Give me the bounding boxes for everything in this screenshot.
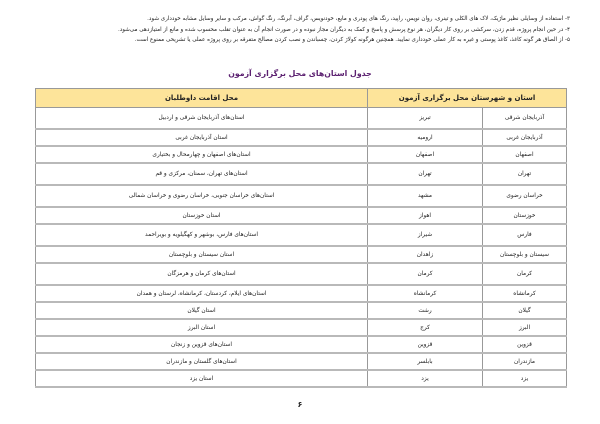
rule-5: ۵- از الصاق هر گونه کاغذ، کاغذ پوستی و غیره به کار عملی خودداری نمایید. همچنین هرگونه کولاژ کردن، چسباندن و نصب کردن مصالح متفرقه بر روی پروژه عملی یا تشریحی ممنوع است.: [134, 37, 570, 43]
city-cell: اصفهان: [368, 146, 483, 163]
table-row: [36, 336, 567, 353]
province-cell: آذربایجان شرقی: [483, 108, 567, 130]
city-cell: رشت: [368, 302, 483, 319]
table-row: [36, 224, 567, 246]
table-row: [36, 129, 567, 146]
table-row: [36, 319, 567, 336]
residence-cell: استان‌های کرمان و هرمزگان: [36, 263, 368, 285]
province-cell: مازندران: [483, 353, 567, 370]
table-row: [36, 285, 567, 302]
city-cell: زاهدان: [368, 246, 483, 263]
residence-cell: استان‌های تهران، سمنان، مرکزی و قم: [36, 163, 368, 185]
province-cell: خوزستان: [483, 207, 567, 224]
city-cell: شیراز: [368, 224, 483, 246]
residence-cell: استان خوزستان: [36, 207, 368, 224]
table-row: [36, 263, 567, 285]
table-row: [36, 246, 567, 263]
rules-list: [40, 14, 570, 46]
residence-cell: استان‌های خراسان جنوبی، خراسان رضوی و خراسان شمالی: [36, 185, 368, 207]
city-cell: ارومیه: [368, 129, 483, 146]
province-cell: قزوین: [483, 336, 567, 353]
residence-cell: استان‌های فارس، بوشهر و کهگیلویه و بویراحمد: [36, 224, 368, 246]
table-title: جدول استان‌های محل برگزاری آزمون: [228, 69, 372, 78]
table-row: [36, 370, 567, 387]
residence-cell: استان البرز: [36, 319, 368, 336]
residence-cell: استان سیستان و بلوچستان: [36, 246, 368, 263]
table-row: [36, 207, 567, 224]
page-number: ۶: [297, 400, 303, 409]
rule-4: ۴- در حین انجام پروژه، قدم زدن، سرکشی بر روی کار دیگران، هر نوع پرسش و پاسخ و کمک به دیگران مجاز نبوده و در صورت انجام آن به عنوان تقلب محسوب شده و مانع از امتیازدهی می‌شود.: [117, 26, 570, 33]
residence-cell: استان‌های قزوین و زنجان: [36, 336, 368, 353]
residence-cell: استان گیلان: [36, 302, 368, 319]
table-row: [36, 185, 567, 207]
province-cell: فارس: [483, 224, 567, 246]
province-cell: اصفهان: [483, 146, 567, 163]
residence-cell: استان‌های ایلام، کردستان، کرمانشاه، لرستان و همدان: [36, 285, 368, 302]
city-cell: تبریز: [368, 108, 483, 130]
header-residence: محل اقامت داوطلبان: [36, 89, 368, 108]
residence-cell: استان آذربایجان غربی: [36, 129, 368, 146]
residence-cell: استان‌های گلستان و مازندران: [36, 353, 368, 370]
rule-3: ۳- استفاده از وسایلی نظیر ماژیک، لاک های الکلی و تینری، روان نویس، راپید، رنگ های پودری و مایع، خودنویس، گراف، آبرنگ، رنگ گواش، مرکب و سایر وسایل مشابه خودداری شود.: [147, 16, 570, 22]
province-cell: یزد: [483, 370, 567, 387]
residence-cell: استان یزد: [36, 370, 368, 387]
header-exam-location: استان و شهرستان محل برگزاری آزمون: [368, 89, 567, 108]
city-cell: اهواز: [368, 207, 483, 224]
city-cell: کرمانشاه: [368, 285, 483, 302]
city-cell: قزوین: [368, 336, 483, 353]
table-row: [36, 108, 567, 130]
table-row: [36, 302, 567, 319]
exam-locations-table: [35, 88, 567, 388]
province-cell: خراسان رضوی: [483, 185, 567, 207]
province-cell: سیستان و بلوچستان: [483, 246, 567, 263]
residence-cell: استان‌های آذربایجان شرقی و اردبیل: [36, 108, 368, 130]
city-cell: یزد: [368, 370, 483, 387]
province-cell: البرز: [483, 319, 567, 336]
table-row: [36, 353, 567, 370]
table-row: [36, 163, 567, 185]
province-cell: کرمان: [483, 263, 567, 285]
city-cell: کرج: [368, 319, 483, 336]
province-cell: کرمانشاه: [483, 285, 567, 302]
city-cell: بابلسر: [368, 353, 483, 370]
province-cell: تهران: [483, 163, 567, 185]
province-cell: گیلان: [483, 302, 567, 319]
residence-cell: استان‌های اصفهان و چهارمحال و بختیاری: [36, 146, 368, 163]
table-header-row: [36, 89, 567, 108]
city-cell: تهران: [368, 163, 483, 185]
city-cell: مشهد: [368, 185, 483, 207]
city-cell: کرمان: [368, 263, 483, 285]
province-cell: آذربایجان غربی: [483, 129, 567, 146]
table-row: [36, 146, 567, 163]
